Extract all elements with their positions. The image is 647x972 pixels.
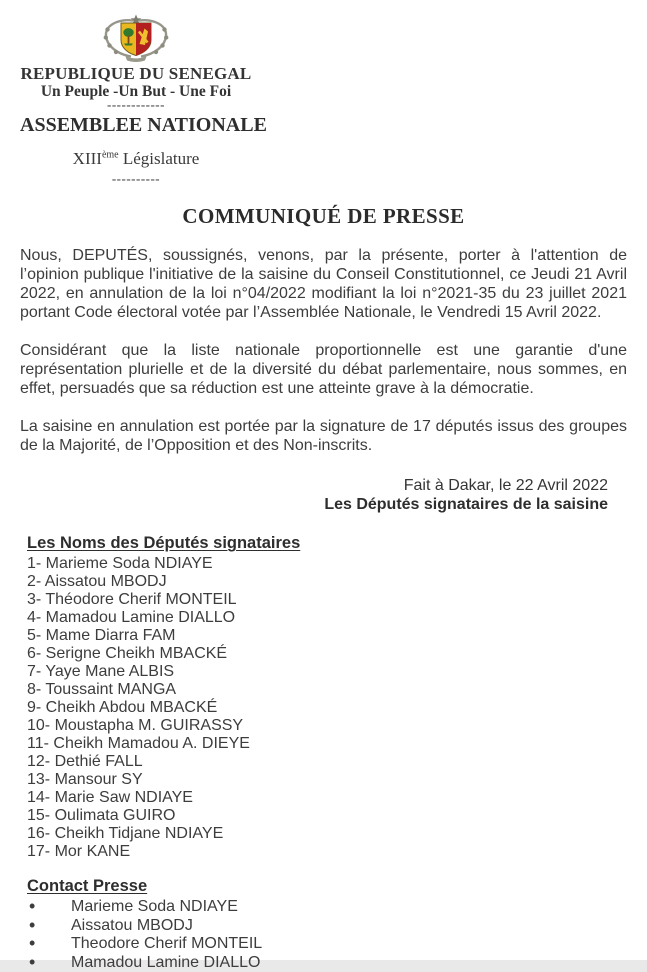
republic-name: REPUBLIQUE DU SENEGAL <box>20 64 252 83</box>
signatory-name: 6- Serigne Cheikh MBACKÉ <box>27 645 228 663</box>
signatory-name: 9- Cheikh Abdou MBACKÉ <box>27 699 218 717</box>
place-and-date: Fait à Dakar, le 22 Avril 2022 <box>403 477 608 495</box>
signatory-name: 10- Moustapha M. GUIRASSY <box>27 717 244 735</box>
signatory-name: 12- Dethié FALL <box>27 753 143 771</box>
paragraph-considerant: Considérant que la liste nationale proportionnelle est une garantie d'une représentation plurielle et de la diversité du débat parlementaire, nous sommes, en effet, persuadés que sa réduction est une atteinte grave à la démocratie. <box>20 342 627 398</box>
signatory-name: 13- Mansour SY <box>27 771 143 789</box>
press-contact-heading: Contact Presse <box>27 877 148 896</box>
signatory-name: 7- Yaye Mane ALBIS <box>27 663 175 681</box>
signatory-name: 16- Cheikh Tidjane NDIAYE <box>27 825 224 843</box>
signatories-list <box>27 555 627 861</box>
signatory-name: 8- Toussaint MANGA <box>27 681 177 699</box>
signatory-name: 17- Mor KANE <box>27 843 131 861</box>
press-contact-name: • Marieme Soda NDIAYE <box>27 898 627 917</box>
legislature-line <box>20 149 252 169</box>
page-title: COMMUNIQUÉ DE PRESSE <box>182 204 465 229</box>
press-contact-name: • Mamadou Lamine DIALLO <box>27 954 627 972</box>
press-contact-name: • Theodore Cherif MONTEIL <box>27 935 627 954</box>
paragraph-signature: La saisine en annulation est portée par la signature de 17 députés issus des groupes de la Majorité, de l’Opposition et des Non-inscrits. <box>20 418 627 455</box>
signatories-section <box>27 534 627 861</box>
divider-dashes: ------------ <box>107 97 165 113</box>
dateline <box>20 476 627 514</box>
legislature-roman: XIII <box>72 149 102 169</box>
signatory-name: 14- Marie Saw NDIAYE <box>27 789 193 807</box>
signatory-name: 1- Marieme Soda NDIAYE <box>27 555 213 573</box>
letterhead <box>20 10 267 187</box>
legislature-ordinal-suffix: ème <box>101 149 119 161</box>
national-motto: Un Peuple -Un But - Une Foi <box>40 83 232 101</box>
senegal-coat-of-arms-icon <box>99 14 173 62</box>
signatory-name: 4- Mamadou Lamine DIALLO <box>27 609 236 627</box>
paragraph-saisine: Nous, DEPUTÉS, soussignés, venons, par la présente, porter à l'attention de l’opinion publique l'initiative de la saisine du Conseil Constitutionnel, ce Jeudi 21 Avril 2022, en annulation de la loi n°04/2022 modifiant la loi n°2021-35 du 23 juillet 2021 portant Code électoral votée par l’Assemblée Nationale, le Vendredi 15 Avril 2022. <box>20 247 627 322</box>
signatory-name: 5- Mame Diarra FAM <box>27 627 176 645</box>
signatory-name: 15- Oulimata GUIRO <box>27 807 176 825</box>
press-contact-section <box>27 877 627 972</box>
press-contact-list <box>27 898 627 972</box>
signatories-heading: Les Noms des Députés signataires <box>27 534 301 553</box>
signatory-name: 3- Théodore Cherif MONTEIL <box>27 591 237 609</box>
press-contact-name: • Aissatou MBODJ <box>27 917 627 936</box>
legislature-label: Législature <box>118 149 200 169</box>
signatories-caption: Les Députés signataires de la saisine <box>324 496 608 514</box>
signatory-name: 2- Aissatou MBODJ <box>27 573 167 591</box>
assembly-name: ASSEMBLEE NATIONALE <box>20 114 267 137</box>
divider-dashes: ---------- <box>111 171 161 187</box>
signatory-name: 11- Cheikh Mamadou A. DIEYE <box>27 735 250 753</box>
